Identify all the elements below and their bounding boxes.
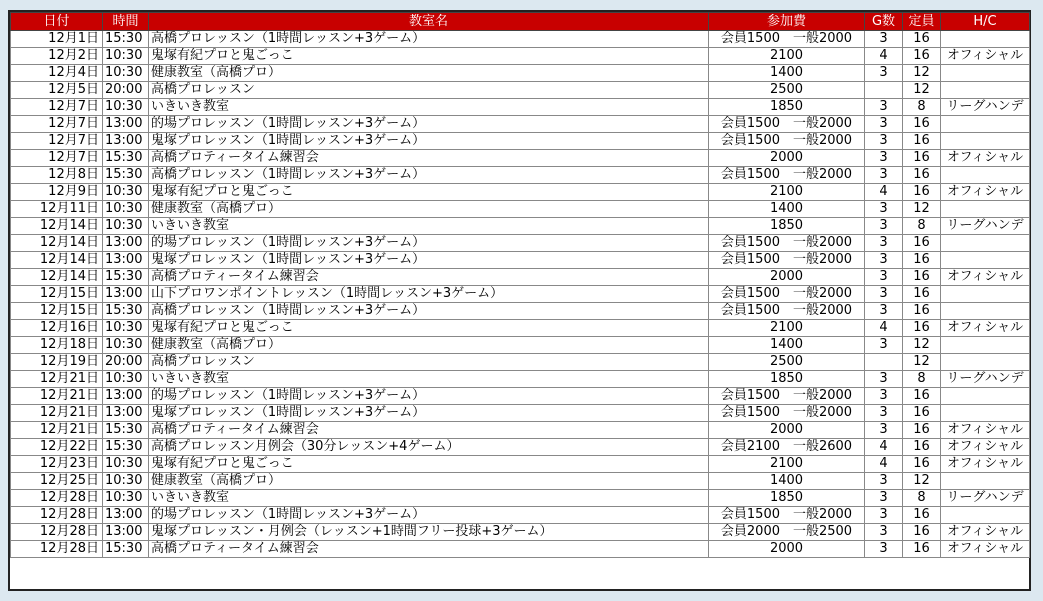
cell-date: 12月28日 xyxy=(11,524,103,541)
cell-time: 10:30 xyxy=(103,337,149,354)
cell-capacity: 12 xyxy=(903,354,941,371)
cell-games: 3 xyxy=(865,167,903,184)
cell-capacity: 16 xyxy=(903,150,941,167)
cell-time: 10:30 xyxy=(103,473,149,490)
cell-date: 12月21日 xyxy=(11,422,103,439)
table-row xyxy=(11,541,1030,558)
table-row xyxy=(11,65,1030,82)
cell-fee: 1850 xyxy=(709,99,865,116)
cell-date: 12月15日 xyxy=(11,303,103,320)
cell-capacity: 12 xyxy=(903,337,941,354)
cell-hc: オフィシャル xyxy=(941,320,1030,337)
schedule-frame xyxy=(8,10,1031,591)
cell-date: 12月25日 xyxy=(11,473,103,490)
cell-class-name: 鬼塚有紀プロと鬼ごっこ xyxy=(149,184,709,201)
cell-hc: オフィシャル xyxy=(941,48,1030,65)
cell-time: 15:30 xyxy=(103,439,149,456)
cell-time: 20:00 xyxy=(103,82,149,99)
cell-date: 12月19日 xyxy=(11,354,103,371)
cell-class-name: いきいき教室 xyxy=(149,490,709,507)
cell-fee: 2100 xyxy=(709,184,865,201)
cell-hc xyxy=(941,201,1030,218)
header-capacity: 定員 xyxy=(903,13,941,31)
cell-time: 10:30 xyxy=(103,201,149,218)
cell-games: 3 xyxy=(865,490,903,507)
cell-time: 10:30 xyxy=(103,456,149,473)
cell-hc xyxy=(941,133,1030,150)
cell-date: 12月14日 xyxy=(11,235,103,252)
cell-time: 15:30 xyxy=(103,167,149,184)
cell-games: 3 xyxy=(865,541,903,558)
cell-games: 3 xyxy=(865,150,903,167)
cell-fee: 会員1500 一般2000 xyxy=(709,133,865,150)
cell-hc xyxy=(941,167,1030,184)
cell-date: 12月23日 xyxy=(11,456,103,473)
cell-fee: 2000 xyxy=(709,150,865,167)
cell-games: 3 xyxy=(865,507,903,524)
cell-date: 12月1日 xyxy=(11,31,103,48)
cell-fee: 2000 xyxy=(709,422,865,439)
cell-time: 13:00 xyxy=(103,116,149,133)
cell-hc: オフィシャル xyxy=(941,456,1030,473)
cell-fee: 会員1500 一般2000 xyxy=(709,116,865,133)
cell-class-name: 高橋プロレッスン xyxy=(149,82,709,99)
cell-games: 3 xyxy=(865,133,903,150)
cell-hc xyxy=(941,235,1030,252)
cell-hc: オフィシャル xyxy=(941,541,1030,558)
cell-capacity: 12 xyxy=(903,82,941,99)
cell-games: 3 xyxy=(865,269,903,286)
cell-fee: 会員1500 一般2000 xyxy=(709,405,865,422)
cell-hc xyxy=(941,303,1030,320)
cell-time: 13:00 xyxy=(103,133,149,150)
cell-games: 3 xyxy=(865,218,903,235)
cell-class-name: 山下プロワンポイントレッスン（1時間レッスン+3ゲーム） xyxy=(149,286,709,303)
cell-class-name: 鬼塚プロレッスン・月例会（レッスン+1時間フリー投球+3ゲーム） xyxy=(149,524,709,541)
cell-date: 12月14日 xyxy=(11,252,103,269)
table-row xyxy=(11,320,1030,337)
cell-time: 20:00 xyxy=(103,354,149,371)
cell-hc xyxy=(941,116,1030,133)
cell-games: 3 xyxy=(865,286,903,303)
cell-hc: リーグハンデ xyxy=(941,218,1030,235)
cell-capacity: 16 xyxy=(903,524,941,541)
cell-games: 3 xyxy=(865,524,903,541)
cell-date: 12月18日 xyxy=(11,337,103,354)
cell-fee: 2000 xyxy=(709,269,865,286)
cell-time: 13:00 xyxy=(103,252,149,269)
cell-games: 3 xyxy=(865,337,903,354)
cell-games: 4 xyxy=(865,456,903,473)
cell-hc: リーグハンデ xyxy=(941,371,1030,388)
cell-capacity: 8 xyxy=(903,99,941,116)
cell-hc xyxy=(941,354,1030,371)
table-row xyxy=(11,388,1030,405)
cell-capacity: 16 xyxy=(903,184,941,201)
cell-class-name: 高橋プロティータイム練習会 xyxy=(149,422,709,439)
table-row xyxy=(11,116,1030,133)
cell-fee: 2100 xyxy=(709,456,865,473)
cell-time: 10:30 xyxy=(103,490,149,507)
cell-time: 15:30 xyxy=(103,150,149,167)
cell-date: 12月7日 xyxy=(11,133,103,150)
header-date: 日付 xyxy=(11,13,103,31)
cell-date: 12月5日 xyxy=(11,82,103,99)
cell-capacity: 16 xyxy=(903,303,941,320)
cell-class-name: 高橋プロティータイム練習会 xyxy=(149,269,709,286)
table-row xyxy=(11,490,1030,507)
cell-hc xyxy=(941,337,1030,354)
cell-date: 12月8日 xyxy=(11,167,103,184)
cell-capacity: 16 xyxy=(903,116,941,133)
cell-fee: 1850 xyxy=(709,371,865,388)
cell-date: 12月14日 xyxy=(11,218,103,235)
cell-fee: 会員1500 一般2000 xyxy=(709,235,865,252)
cell-games: 3 xyxy=(865,405,903,422)
cell-time: 15:30 xyxy=(103,31,149,48)
cell-class-name: 鬼塚有紀プロと鬼ごっこ xyxy=(149,48,709,65)
cell-time: 10:30 xyxy=(103,99,149,116)
cell-date: 12月21日 xyxy=(11,371,103,388)
table-row xyxy=(11,473,1030,490)
cell-class-name: 高橋プロレッスン（1時間レッスン+3ゲーム） xyxy=(149,31,709,48)
cell-hc: リーグハンデ xyxy=(941,99,1030,116)
cell-time: 10:30 xyxy=(103,48,149,65)
cell-hc: オフィシャル xyxy=(941,439,1030,456)
cell-hc xyxy=(941,65,1030,82)
cell-capacity: 16 xyxy=(903,48,941,65)
cell-games: 3 xyxy=(865,235,903,252)
cell-games: 4 xyxy=(865,320,903,337)
table-row xyxy=(11,252,1030,269)
cell-capacity: 16 xyxy=(903,439,941,456)
cell-capacity: 16 xyxy=(903,167,941,184)
cell-fee: 会員1500 一般2000 xyxy=(709,507,865,524)
table-row xyxy=(11,507,1030,524)
cell-time: 15:30 xyxy=(103,303,149,320)
cell-time: 13:00 xyxy=(103,524,149,541)
header-hc: H/C xyxy=(941,13,1030,31)
cell-date: 12月28日 xyxy=(11,507,103,524)
cell-date: 12月28日 xyxy=(11,490,103,507)
header-row xyxy=(11,13,1030,31)
cell-capacity: 16 xyxy=(903,286,941,303)
cell-fee: 2500 xyxy=(709,354,865,371)
cell-games xyxy=(865,82,903,99)
cell-fee: 1850 xyxy=(709,490,865,507)
cell-capacity: 16 xyxy=(903,507,941,524)
header-time: 時間 xyxy=(103,13,149,31)
cell-fee: 会員1500 一般2000 xyxy=(709,303,865,320)
table-row xyxy=(11,167,1030,184)
cell-capacity: 12 xyxy=(903,201,941,218)
cell-hc: オフィシャル xyxy=(941,422,1030,439)
cell-time: 13:00 xyxy=(103,507,149,524)
cell-games: 3 xyxy=(865,201,903,218)
cell-capacity: 12 xyxy=(903,65,941,82)
cell-fee: 2100 xyxy=(709,48,865,65)
cell-class-name: 高橋プロレッスン（1時間レッスン+3ゲーム） xyxy=(149,303,709,320)
table-row xyxy=(11,405,1030,422)
table-row xyxy=(11,303,1030,320)
table-row xyxy=(11,184,1030,201)
cell-class-name: 的場プロレッスン（1時間レッスン+3ゲーム） xyxy=(149,116,709,133)
cell-hc xyxy=(941,473,1030,490)
cell-date: 12月7日 xyxy=(11,116,103,133)
cell-class-name: 的場プロレッスン（1時間レッスン+3ゲーム） xyxy=(149,388,709,405)
cell-games: 3 xyxy=(865,65,903,82)
cell-date: 12月9日 xyxy=(11,184,103,201)
cell-time: 13:00 xyxy=(103,286,149,303)
table-row xyxy=(11,218,1030,235)
header-class-name: 教室名 xyxy=(149,13,709,31)
cell-capacity: 16 xyxy=(903,405,941,422)
cell-hc xyxy=(941,252,1030,269)
cell-capacity: 8 xyxy=(903,218,941,235)
table-row xyxy=(11,133,1030,150)
cell-fee: 1400 xyxy=(709,65,865,82)
cell-time: 13:00 xyxy=(103,405,149,422)
cell-class-name: 高橋プロティータイム練習会 xyxy=(149,541,709,558)
cell-date: 12月7日 xyxy=(11,150,103,167)
cell-games: 3 xyxy=(865,116,903,133)
cell-games: 3 xyxy=(865,252,903,269)
cell-fee: 2100 xyxy=(709,320,865,337)
header-fee: 参加費 xyxy=(709,13,865,31)
cell-games: 4 xyxy=(865,439,903,456)
cell-capacity: 16 xyxy=(903,456,941,473)
table-row xyxy=(11,48,1030,65)
cell-date: 12月28日 xyxy=(11,541,103,558)
cell-date: 12月2日 xyxy=(11,48,103,65)
cell-class-name: いきいき教室 xyxy=(149,218,709,235)
cell-games: 3 xyxy=(865,99,903,116)
table-row xyxy=(11,150,1030,167)
table-row xyxy=(11,371,1030,388)
table-row xyxy=(11,354,1030,371)
cell-fee: 会員1500 一般2000 xyxy=(709,388,865,405)
table-row xyxy=(11,82,1030,99)
cell-date: 12月7日 xyxy=(11,99,103,116)
cell-time: 15:30 xyxy=(103,541,149,558)
cell-class-name: 健康教室（高橋プロ） xyxy=(149,337,709,354)
cell-fee: 会員2000 一般2500 xyxy=(709,524,865,541)
cell-capacity: 16 xyxy=(903,252,941,269)
cell-fee: 2500 xyxy=(709,82,865,99)
cell-class-name: 鬼塚プロレッスン（1時間レッスン+3ゲーム） xyxy=(149,252,709,269)
lesson-schedule-table xyxy=(10,12,1030,558)
cell-games: 3 xyxy=(865,371,903,388)
cell-class-name: 的場プロレッスン（1時間レッスン+3ゲーム） xyxy=(149,235,709,252)
cell-date: 12月4日 xyxy=(11,65,103,82)
cell-fee: 会員1500 一般2000 xyxy=(709,167,865,184)
cell-hc: リーグハンデ xyxy=(941,490,1030,507)
cell-hc xyxy=(941,507,1030,524)
cell-capacity: 8 xyxy=(903,371,941,388)
cell-hc xyxy=(941,82,1030,99)
cell-class-name: 鬼塚有紀プロと鬼ごっこ xyxy=(149,320,709,337)
cell-capacity: 12 xyxy=(903,473,941,490)
table-row xyxy=(11,337,1030,354)
cell-fee: 会員1500 一般2000 xyxy=(709,286,865,303)
cell-time: 10:30 xyxy=(103,65,149,82)
table-row xyxy=(11,99,1030,116)
schedule-rows xyxy=(11,31,1030,558)
cell-fee: 会員1500 一般2000 xyxy=(709,252,865,269)
cell-capacity: 8 xyxy=(903,490,941,507)
cell-capacity: 16 xyxy=(903,235,941,252)
cell-time: 10:30 xyxy=(103,184,149,201)
cell-capacity: 16 xyxy=(903,541,941,558)
cell-time: 10:30 xyxy=(103,320,149,337)
cell-time: 13:00 xyxy=(103,388,149,405)
cell-fee: 1850 xyxy=(709,218,865,235)
cell-hc: オフィシャル xyxy=(941,524,1030,541)
cell-capacity: 16 xyxy=(903,422,941,439)
cell-class-name: 高橋プロレッスン月例会（30分レッスン+4ゲーム） xyxy=(149,439,709,456)
cell-time: 10:30 xyxy=(103,371,149,388)
cell-capacity: 16 xyxy=(903,320,941,337)
cell-capacity: 16 xyxy=(903,269,941,286)
cell-date: 12月22日 xyxy=(11,439,103,456)
cell-class-name: 健康教室（高橋プロ） xyxy=(149,201,709,218)
cell-class-name: 健康教室（高橋プロ） xyxy=(149,65,709,82)
cell-capacity: 16 xyxy=(903,388,941,405)
cell-hc: オフィシャル xyxy=(941,184,1030,201)
cell-date: 12月16日 xyxy=(11,320,103,337)
cell-games: 4 xyxy=(865,184,903,201)
cell-class-name: いきいき教室 xyxy=(149,371,709,388)
cell-class-name: 鬼塚プロレッスン（1時間レッスン+3ゲーム） xyxy=(149,405,709,422)
cell-time: 15:30 xyxy=(103,269,149,286)
cell-games: 3 xyxy=(865,31,903,48)
cell-class-name: 健康教室（高橋プロ） xyxy=(149,473,709,490)
table-row xyxy=(11,31,1030,48)
cell-fee: 会員2100 一般2600 xyxy=(709,439,865,456)
cell-hc: オフィシャル xyxy=(941,150,1030,167)
cell-date: 12月14日 xyxy=(11,269,103,286)
cell-games xyxy=(865,354,903,371)
cell-date: 12月11日 xyxy=(11,201,103,218)
table-row xyxy=(11,456,1030,473)
cell-class-name: 高橋プロティータイム練習会 xyxy=(149,150,709,167)
cell-date: 12月15日 xyxy=(11,286,103,303)
cell-hc xyxy=(941,388,1030,405)
cell-time: 10:30 xyxy=(103,218,149,235)
cell-time: 13:00 xyxy=(103,235,149,252)
cell-hc xyxy=(941,31,1030,48)
cell-games: 3 xyxy=(865,422,903,439)
cell-date: 12月21日 xyxy=(11,405,103,422)
cell-fee: 1400 xyxy=(709,201,865,218)
cell-games: 3 xyxy=(865,388,903,405)
table-row xyxy=(11,235,1030,252)
cell-games: 3 xyxy=(865,473,903,490)
cell-games: 3 xyxy=(865,303,903,320)
cell-class-name: 高橋プロレッスン（1時間レッスン+3ゲーム） xyxy=(149,167,709,184)
cell-capacity: 16 xyxy=(903,133,941,150)
cell-hc xyxy=(941,405,1030,422)
header-games: G数 xyxy=(865,13,903,31)
cell-class-name: 的場プロレッスン（1時間レッスン+3ゲーム） xyxy=(149,507,709,524)
table-row xyxy=(11,422,1030,439)
table-row xyxy=(11,439,1030,456)
cell-capacity: 16 xyxy=(903,31,941,48)
cell-hc xyxy=(941,286,1030,303)
cell-fee: 1400 xyxy=(709,337,865,354)
table-row xyxy=(11,286,1030,303)
cell-class-name: 鬼塚プロレッスン（1時間レッスン+3ゲーム） xyxy=(149,133,709,150)
cell-games: 4 xyxy=(865,48,903,65)
table-row xyxy=(11,201,1030,218)
cell-fee: 会員1500 一般2000 xyxy=(709,31,865,48)
cell-time: 15:30 xyxy=(103,422,149,439)
cell-class-name: 鬼塚有紀プロと鬼ごっこ xyxy=(149,456,709,473)
table-row xyxy=(11,524,1030,541)
cell-class-name: 高橋プロレッスン xyxy=(149,354,709,371)
cell-hc: オフィシャル xyxy=(941,269,1030,286)
cell-date: 12月21日 xyxy=(11,388,103,405)
cell-class-name: いきいき教室 xyxy=(149,99,709,116)
cell-fee: 1400 xyxy=(709,473,865,490)
cell-fee: 2000 xyxy=(709,541,865,558)
table-row xyxy=(11,269,1030,286)
